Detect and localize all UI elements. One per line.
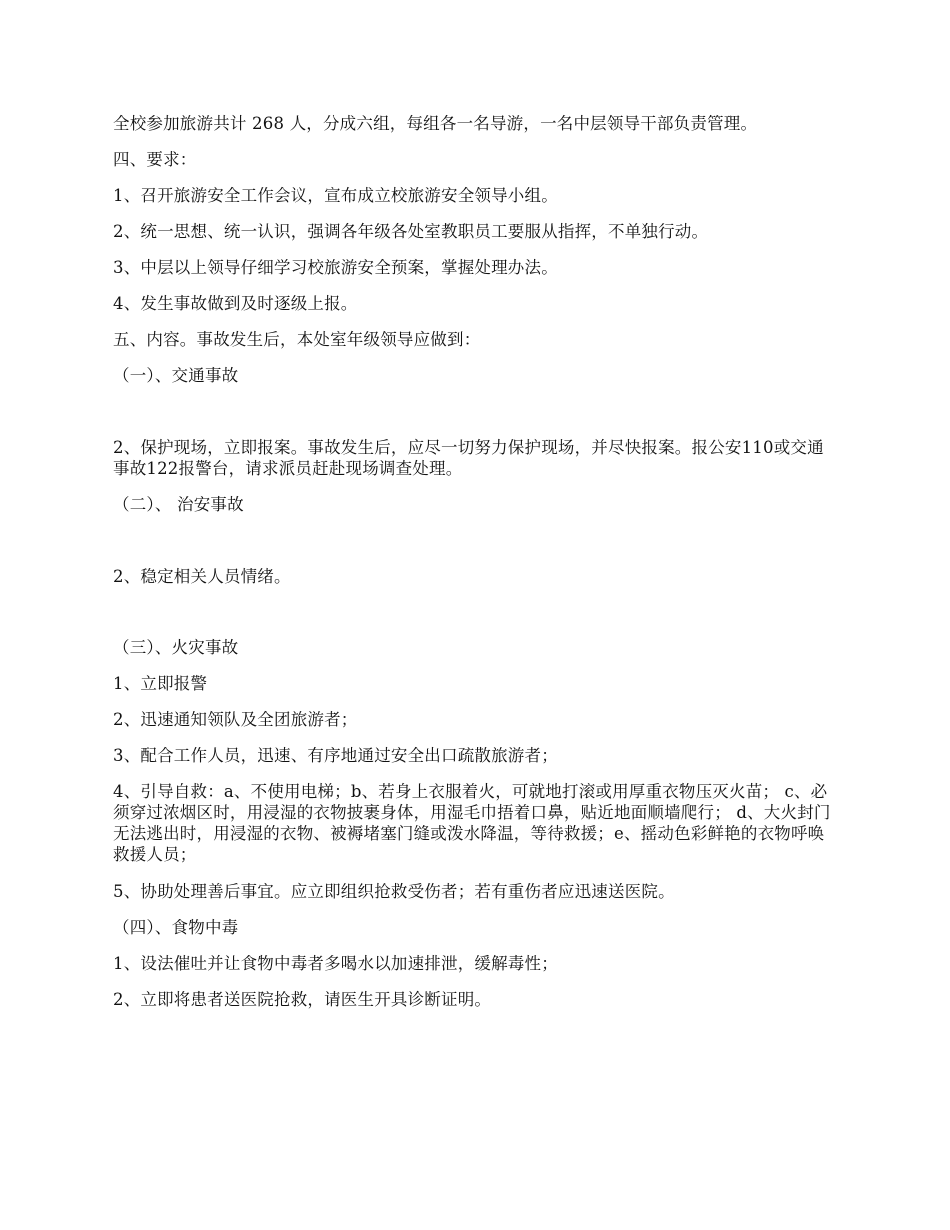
fire-item-4: 4、引导自救：a、不使用电梯；b、若身上衣服着火，可就地打滚或用厚重衣物压灭火苗； c、必须穿过浓烟区时，用浸湿的衣物披裹身体，用湿毛巾捂着口鼻，贴近地面顺墙爬行； d、大火封门无法逃出时，用浸湿的衣物、被褥堵塞门缝或泼水降温，等待救援；e、摇动色彩鲜艳的衣物呼唤救援人员；: [113, 782, 831, 864]
fire-item-2: 2、迅速通知领队及全团旅游者；: [113, 710, 358, 729]
fire-item-1: 1、立即报警: [113, 674, 208, 693]
food-item-1: 1、设法催吐并让食物中毒者多喝水以加速排泄，缓解毒性；: [113, 954, 558, 973]
traffic-item-2: 2、保护现场，立即报案。事故发生后，应尽一切努力保护现场，并尽快报案。报公安110或交通事故122报警台，请求派员赶赴现场调查处理。: [113, 438, 824, 478]
fire-item-3: 3、配合工作人员，迅速、有序地通过安全出口疏散旅游者；: [113, 746, 558, 765]
requirement-item-1: 1、召开旅游安全工作会议，宣布成立校旅游安全领导小组。: [113, 186, 558, 205]
requirement-item-2: 2、统一思想、统一认识，强调各年级各处室教职员工要服从指挥，不单独行动。: [113, 222, 709, 241]
subheading-security-accident: （二）、 治安事故: [113, 495, 244, 514]
subheading-traffic-accident: （一）、交通事故: [113, 366, 239, 385]
heading-content: 五、内容。事故发生后，本处室年级领导应做到：: [113, 330, 481, 349]
fire-item-5: 5、协助处理善后事宜。应立即组织抢救受伤者；若有重伤者应迅速送医院。: [113, 882, 675, 901]
requirement-item-3: 3、中层以上领导仔细学习校旅游安全预案，掌握处理办法。: [113, 258, 558, 277]
requirement-item-4: 4、发生事故做到及时逐级上报。: [113, 294, 358, 313]
subheading-food-poisoning: （四）、食物中毒: [113, 918, 239, 937]
security-item-2: 2、稳定相关人员情绪。: [113, 567, 291, 586]
heading-requirements: 四、要求：: [113, 150, 197, 169]
subheading-fire-accident: （三）、火灾事故: [113, 638, 239, 657]
food-item-2: 2、立即将患者送医院抢救，请医生开具诊断证明。: [113, 990, 492, 1009]
paragraph-participants: 全校参加旅游共计 268 人，分成六组，每组各一名导游，一名中层领导干部负责管理。: [113, 114, 758, 133]
